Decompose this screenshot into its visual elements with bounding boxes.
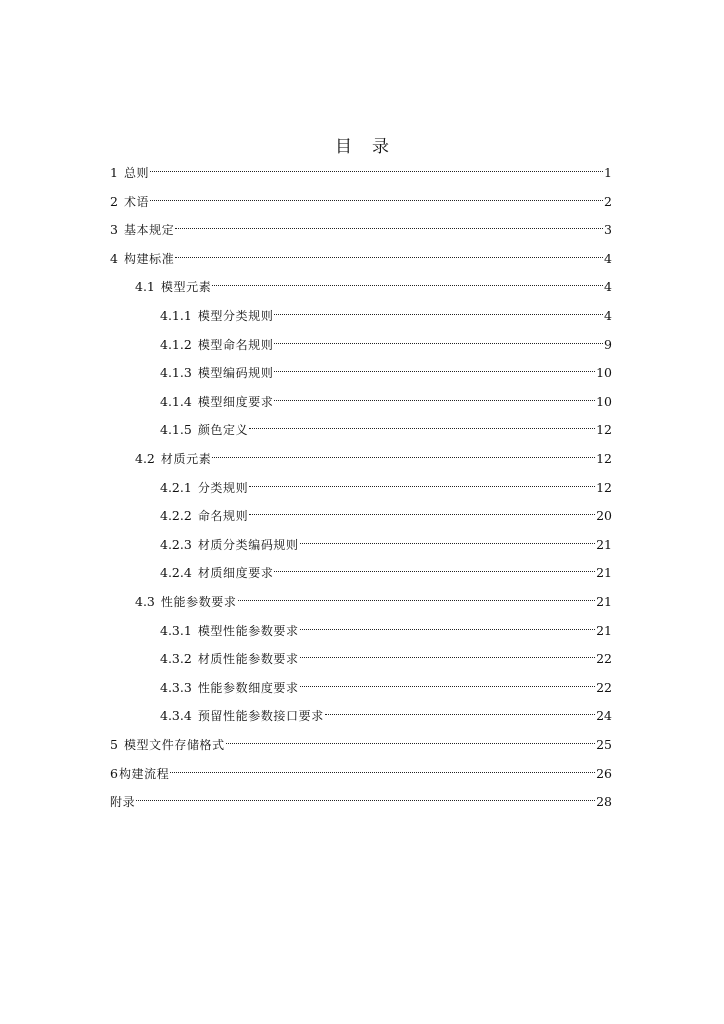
toc-entry-page-number: 21 (596, 565, 612, 581)
toc-entry-page-number: 2 (604, 193, 612, 209)
toc-entry[interactable] (110, 243, 612, 266)
toc-entry[interactable] (160, 414, 612, 438)
toc-entry-title: 材质分类编码规则 (197, 537, 299, 552)
toc-entry-number: 4.3 (135, 594, 155, 609)
toc-entry-page-number: 10 (596, 365, 612, 381)
toc-entry-page-number: 20 (596, 508, 612, 524)
toc-entry-page-number: 21 (596, 594, 612, 609)
toc-entry-title: 材质细度要求 (197, 566, 274, 581)
toc-dot-leader (274, 329, 603, 349)
toc-entry-number: 4.1.2 (160, 336, 192, 352)
toc-entry-title: 构建流程 (118, 766, 170, 781)
toc-dot-leader (325, 700, 595, 720)
toc-entry-title: 构建标准 (123, 251, 175, 266)
toc-dot-leader (274, 357, 595, 377)
toc-entry-title: 模型命名规则 (197, 337, 274, 352)
toc-entry-page-number: 25 (596, 737, 612, 752)
toc-entry[interactable] (160, 472, 612, 495)
toc-entry-title: 模型元素 (160, 280, 212, 295)
toc-entry[interactable] (160, 557, 612, 581)
toc-dot-leader (300, 615, 595, 635)
toc-entry-page-number: 4 (604, 250, 612, 266)
toc-entry[interactable] (135, 443, 612, 466)
toc-entry-number: 2 (110, 193, 118, 209)
toc-entry-number: 4.2.2 (160, 508, 192, 524)
toc-entry[interactable] (110, 786, 612, 810)
toc-entry-number: 4.2 (135, 451, 155, 466)
toc-entry[interactable] (160, 672, 612, 695)
toc-entry[interactable] (110, 729, 612, 752)
toc-entry[interactable] (160, 329, 612, 352)
toc-entry-number: 4.2.4 (160, 565, 192, 581)
toc-entry-title: 附录 (110, 795, 136, 810)
toc-entry-page-number: 4 (604, 308, 612, 323)
toc-entry-title: 模型文件存储格式 (123, 738, 225, 752)
toc-entry-page-number: 28 (596, 794, 612, 810)
toc-entry[interactable] (135, 271, 612, 295)
toc-title (0, 132, 724, 157)
toc-dot-leader (300, 672, 595, 692)
toc-entry[interactable] (110, 157, 612, 180)
toc-entry-page-number: 9 (604, 336, 612, 352)
toc-dot-leader (150, 186, 603, 206)
toc-entry[interactable] (160, 386, 612, 409)
toc-entry-number: 3 (110, 222, 118, 238)
toc-dot-leader (274, 557, 595, 577)
toc-dot-leader (226, 729, 595, 749)
toc-entry-page-number: 21 (596, 536, 612, 552)
toc-dot-leader (300, 529, 595, 549)
toc-dot-leader (136, 786, 595, 806)
toc-dot-leader (274, 386, 595, 406)
toc-entry-title: 预留性能参数接口要求 (197, 709, 324, 724)
toc-entry-title: 模型分类规则 (197, 309, 274, 323)
toc-dot-leader (150, 157, 603, 177)
toc-entry-number: 4.3.3 (160, 679, 192, 695)
toc-entry-title: 模型细度要求 (197, 394, 274, 409)
toc-entry-page-number: 12 (596, 451, 612, 466)
toc-entry-page-number: 12 (596, 479, 612, 495)
toc-entry[interactable] (160, 500, 612, 524)
toc-entry[interactable] (160, 700, 612, 724)
toc-entry-number: 1 (110, 165, 118, 180)
toc-dot-leader (175, 243, 603, 263)
toc-entry-number: 4.3.2 (160, 651, 192, 667)
toc-entry[interactable] (110, 186, 612, 209)
toc-entry-title: 性能参数要求 (160, 595, 237, 609)
toc-entry-page-number: 1 (604, 165, 612, 180)
toc-entry-title: 总则 (123, 166, 150, 180)
toc-entry-title: 基本规定 (123, 223, 175, 238)
toc-title-char: 目 (335, 137, 352, 157)
toc-entry-number: 4.2.3 (160, 536, 192, 552)
toc-entry[interactable] (160, 300, 612, 323)
toc-entry[interactable] (110, 214, 612, 238)
toc-entry-page-number: 10 (596, 393, 612, 409)
toc-entry-page-number: 21 (596, 622, 612, 638)
toc-entry[interactable] (160, 529, 612, 552)
toc-entry-page-number: 4 (604, 279, 612, 295)
toc-dot-leader (238, 586, 596, 606)
toc-dot-leader (175, 214, 603, 234)
toc-entry-number: 4.1.3 (160, 365, 192, 381)
toc-dot-leader (274, 300, 603, 320)
toc-entry-page-number: 26 (596, 765, 612, 781)
toc-entry-number: 4 (110, 250, 118, 266)
toc-entry-number: 4.1 (135, 279, 155, 295)
toc-dot-leader (249, 500, 595, 520)
toc-entry-title: 颜色定义 (197, 423, 249, 438)
toc-entry-title: 材质性能参数要求 (197, 652, 299, 667)
toc-entry-number: 6 (110, 765, 118, 781)
toc-dot-leader (212, 271, 603, 291)
toc-entry-number: 4.2.1 (160, 479, 192, 495)
toc-entry-number: 4.1.1 (160, 308, 192, 323)
toc-entry[interactable] (160, 643, 612, 667)
toc-entry-page-number: 3 (604, 222, 612, 238)
toc-dot-leader (170, 758, 595, 778)
toc-entry-number: 4.3.1 (160, 622, 192, 638)
toc-entry-title: 模型编码规则 (197, 366, 274, 381)
toc-entry-page-number: 22 (596, 651, 612, 667)
toc-entry-title: 术语 (123, 194, 150, 209)
toc-entry-number: 4.3.4 (160, 708, 192, 724)
toc-entry[interactable] (135, 586, 612, 609)
toc-dot-leader (212, 443, 595, 463)
toc-entry-title: 模型性能参数要求 (197, 623, 299, 638)
toc-dot-leader (300, 643, 595, 663)
toc-entry-title: 材质元素 (160, 452, 212, 466)
toc-entry-number: 5 (110, 737, 118, 752)
toc-dot-leader (249, 414, 595, 434)
toc-entry-number: 4.1.5 (160, 422, 192, 438)
toc-entry-page-number: 24 (596, 708, 612, 724)
toc-entry[interactable] (110, 758, 612, 781)
toc-entry-title: 性能参数细度要求 (197, 680, 299, 695)
toc-entry-title: 命名规则 (197, 509, 249, 524)
toc-entry[interactable] (160, 615, 612, 638)
toc-dot-leader (249, 472, 595, 492)
toc-entry-page-number: 22 (596, 679, 612, 695)
toc-entry-title: 分类规则 (197, 480, 249, 495)
toc-entry[interactable] (160, 357, 612, 381)
toc-title-char: 录 (372, 137, 389, 157)
toc-entry-number: 4.1.4 (160, 393, 192, 409)
toc-entry-page-number: 12 (596, 422, 612, 438)
